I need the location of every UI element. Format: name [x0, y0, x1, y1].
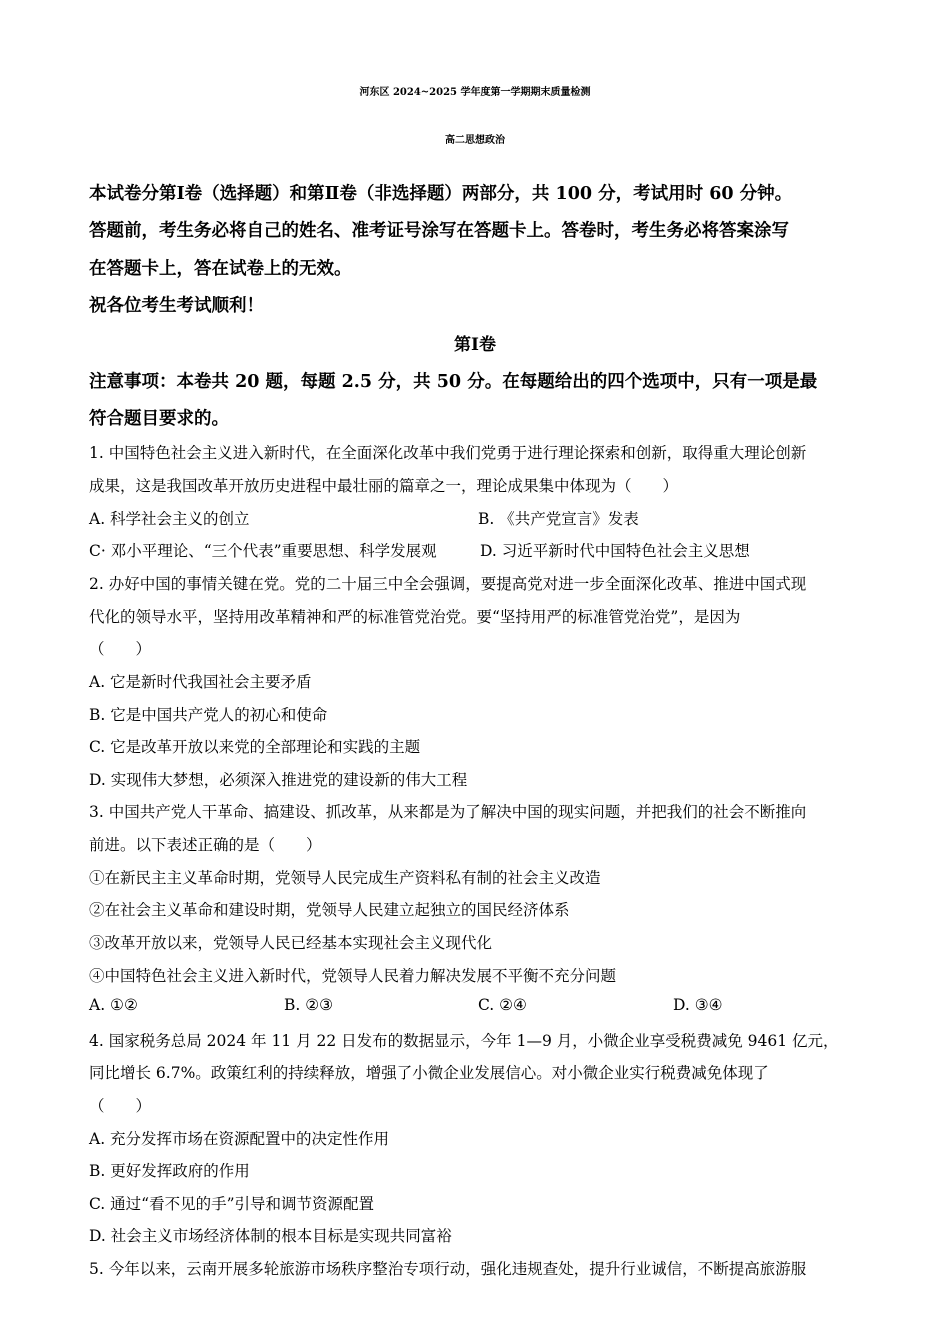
q2-option-b: B. 它是中国共产党人的初心和使命 [89, 706, 328, 724]
exam-title: 河东区 2024~2025 学年度第一学期期末质量检测 [359, 87, 591, 98]
q2-option-d: D. 实现伟大梦想，必须深入推进党的建设新的伟大工程 [89, 771, 468, 789]
q3-option-d: D. ③④ [673, 996, 723, 1014]
q3-stem-line-1: 3. 中国共产党人干革命、搞建设、抓改革，从来都是为了解决中国的现实问题，并把我们的社会不断推向 [89, 803, 807, 821]
q1-stem-line-2: 成果，这是我国改革开放历史进程中最壮丽的篇章之一，理论成果集中体现为（ ） [89, 477, 679, 495]
q4-option-b: B. 更好发挥政府的作用 [89, 1162, 250, 1180]
q1-option-d: D. 习近平新时代中国特色社会主义思想 [480, 542, 750, 560]
q4-stem-line-1: 4. 国家税务总局 2024 年 11 月 22 日发布的数据显示，今年 1—9 月，小微企业享受税费减免 9461 亿元， [89, 1032, 839, 1050]
q1-option-a: A. 科学社会主义的创立 [89, 510, 250, 528]
part1-note-line-2: 符合题目要求的。 [89, 409, 229, 429]
instruction-line-2: 答题前，考生务必将自己的姓名、准考证号涂写在答题卡上。答卷时，考生务必将答案涂写 [89, 221, 789, 241]
instruction-line-1: 本试卷分第Ⅰ卷（选择题）和第Ⅱ卷（非选择题）两部分，共 100 分，考试用时 60 分钟。 [89, 184, 793, 204]
part1-heading: 第Ⅰ卷 [454, 335, 496, 355]
instruction-line-3: 在答题卡上，答在试卷上的无效。 [89, 259, 352, 279]
q1-stem-line-1: 1. 中国特色社会主义进入新时代，在全面深化改革中我们党勇于进行理论探索和创新，取得重大理论创新 [89, 444, 807, 462]
q3-statement-4: ④中国特色社会主义进入新时代，党领导人民着力解决发展不平衡不充分问题 [89, 967, 617, 985]
q5-stem-line-1: 5. 今年以来，云南开展多轮旅游市场秩序整治专项行动，强化违规查处，提升行业诚信，不断提高旅游服 [89, 1260, 807, 1278]
q3-statement-2: ②在社会主义革命和建设时期，党领导人民建立起独立的国民经济体系 [89, 901, 570, 919]
q4-option-d: D. 社会主义市场经济体制的根本目标是实现共同富裕 [89, 1227, 452, 1245]
q1-option-b: B. 《共产党宣言》发表 [478, 510, 639, 528]
q4-option-a: A. 充分发挥市场在资源配置中的决定性作用 [89, 1130, 390, 1148]
q3-stem-line-2: 前进。以下表述正确的是（ ） [89, 836, 322, 854]
q3-option-c: C. ②④ [478, 996, 527, 1014]
q2-stem-line-3: （ ） [89, 640, 152, 658]
q4-stem-line-2: 同比增长 6.7%。政策红利的持续释放，增强了小微企业发展信心。对小微企业实行税费减免体现了 [89, 1064, 769, 1082]
q3-option-a: A. ①② [89, 996, 138, 1014]
q1-option-c: C· 邓小平理论、“三个代表”重要思想、科学发展观 [89, 542, 437, 560]
q3-statement-3: ③改革开放以来，党领导人民已经基本实现社会主义现代化 [89, 934, 493, 952]
q4-stem-line-3: （ ） [89, 1097, 152, 1115]
q2-stem-line-2: 代化的领导水平，坚持用改革精神和严的标准管党治党。要“坚持用严的标准管党治党”，是因为 [89, 608, 741, 626]
q3-statement-1: ①在新民主主义革命时期，党领导人民完成生产资料私有制的社会主义改造 [89, 869, 601, 887]
q4-option-c: C. 通过“看不见的手”引导和调节资源配置 [89, 1195, 375, 1213]
q2-option-c: C. 它是改革开放以来党的全部理论和实践的主题 [89, 738, 421, 756]
part1-note-line-1: 注意事项：本卷共 20 题，每题 2.5 分，共 50 分。在每题给出的四个选项中，只有一项是最 [89, 372, 818, 392]
q3-option-b: B. ②③ [284, 996, 334, 1014]
instruction-line-4: 祝各位考生考试顺利！ [89, 296, 264, 316]
q2-stem-line-1: 2. 办好中国的事情关键在党。党的二十届三中全会强调，要提高党对进一步全面深化改革、推进中国式现 [89, 575, 807, 593]
q2-option-a: A. 它是新时代我国社会主要矛盾 [89, 673, 312, 691]
subject-title: 高二思想政治 [445, 135, 505, 146]
